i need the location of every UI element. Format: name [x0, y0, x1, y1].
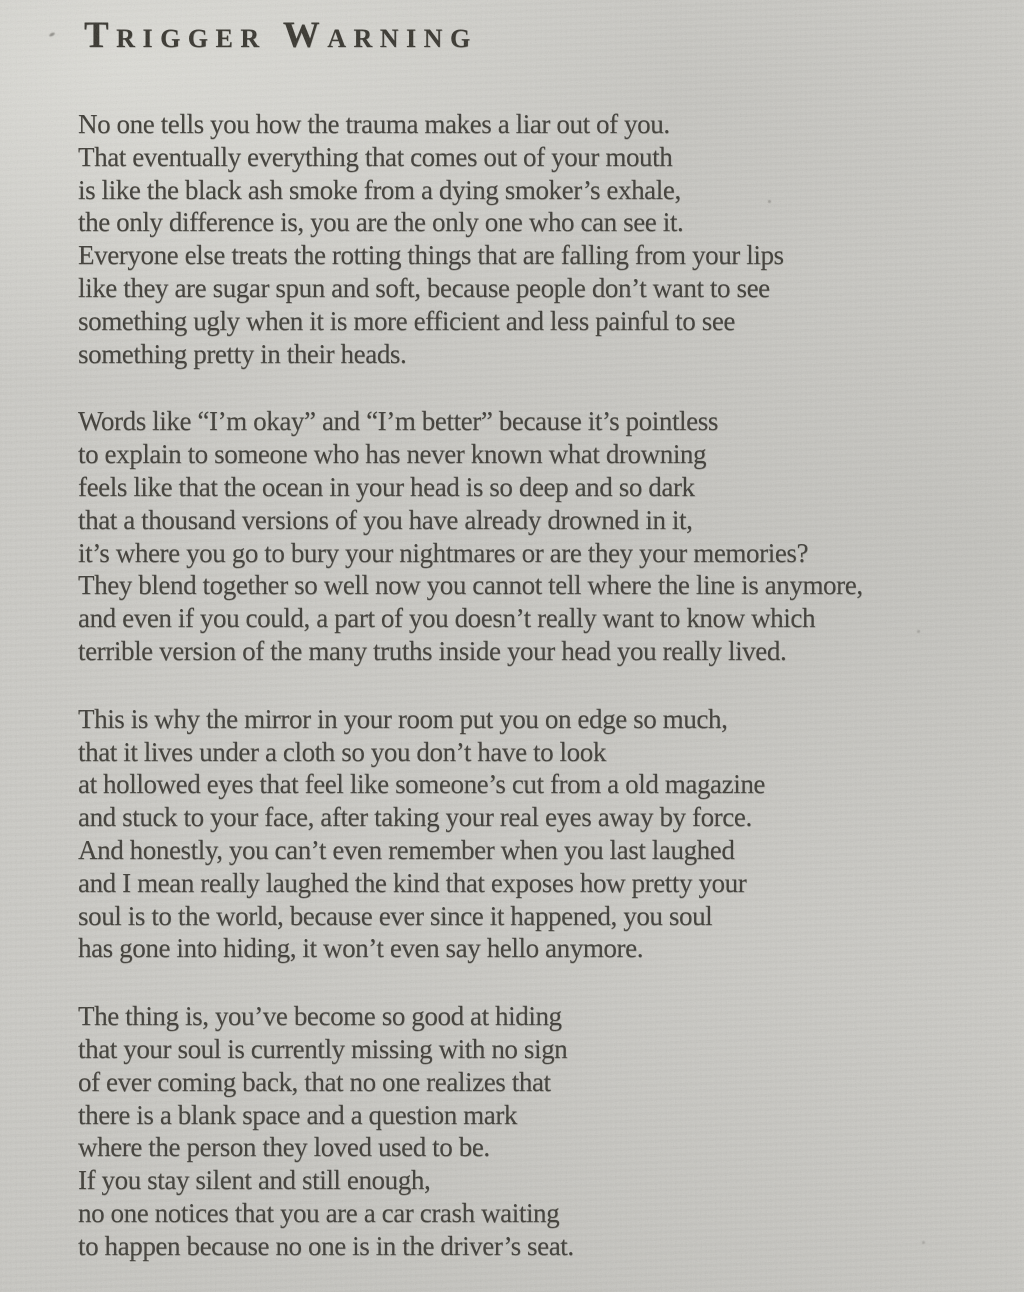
poem-line: terrible version of the many truths inside your head you really lived. — [78, 635, 787, 666]
poem-line: If you stay silent and still enough, — [78, 1165, 431, 1196]
poem-line: to explain to someone who has never known what drowning — [78, 439, 707, 470]
poem-title: Trigger Warning — [84, 15, 478, 56]
poem-line: and even if you could, a part of you doesn’t really want to know which — [78, 603, 816, 634]
poem-line: it’s where you go to bury your nightmares or are they your memories? — [78, 537, 809, 568]
poem-line: and stuck to your face, after taking your real eyes away by force. — [78, 802, 752, 833]
poem-body — [78, 108, 994, 1263]
ink-speck — [49, 32, 56, 37]
poem-line: that your soul is currently missing with no sign — [78, 1033, 568, 1064]
poem-line: feels like that the ocean in your head is so deep and so dark — [78, 471, 695, 502]
poem-line: something pretty in their heads. — [78, 338, 407, 369]
poem-line: that a thousand versions of you have already drowned in it, — [78, 504, 693, 535]
poem-line: This is why the mirror in your room put you on edge so much, — [78, 703, 728, 734]
poem-line: They blend together so well now you cannot tell where the line is anymore, — [78, 570, 863, 601]
stanza-1 — [78, 108, 994, 370]
stanza-4 — [78, 1000, 994, 1262]
poem-line: something ugly when it is more efficient and less painful to see — [78, 305, 736, 336]
poem-line: No one tells you how the trauma makes a liar out of you. — [78, 109, 670, 139]
poem-line: That eventually everything that comes out of your mouth — [78, 141, 673, 172]
poem-line: has gone into hiding, it won’t even say hello anymore. — [78, 933, 644, 964]
poem-line: no one notices that you are a car crash waiting — [78, 1197, 560, 1228]
stanza-2 — [78, 405, 994, 667]
stanza-3 — [78, 703, 994, 965]
poem-line: Everyone else treats the rotting things that are falling from your lips — [78, 240, 784, 271]
poem-line: there is a blank space and a question mark — [78, 1099, 518, 1130]
poem-line: And honestly, you can’t even remember when you last laughed — [78, 834, 735, 865]
poem-line: is like the black ash smoke from a dying smoker’s exhale, — [78, 174, 681, 205]
poem-line: soul is to the world, because ever since it happened, you soul — [78, 900, 713, 931]
poem-line: Words like “I’m okay” and “I’m better” because it’s pointless — [78, 406, 718, 437]
poem-line: The thing is, you’ve become so good at hiding — [78, 1001, 562, 1032]
poem-line: of ever coming back, that no one realizes that — [78, 1066, 551, 1097]
poem-line: at hollowed eyes that feel like someone’s cut from a old magazine — [78, 769, 766, 800]
poem-line: the only difference is, you are the only one who can see it. — [78, 207, 684, 238]
poem-line: and I mean really laughed the kind that exposes how pretty your — [78, 867, 747, 898]
poem-line: to happen because no one is in the driver’s seat. — [78, 1230, 574, 1261]
poem-line: that it lives under a cloth so you don’t have to look — [78, 736, 606, 767]
poem-line: like they are sugar spun and soft, because people don’t want to see — [78, 272, 770, 303]
poem-line: where the person they loved used to be. — [78, 1132, 490, 1163]
